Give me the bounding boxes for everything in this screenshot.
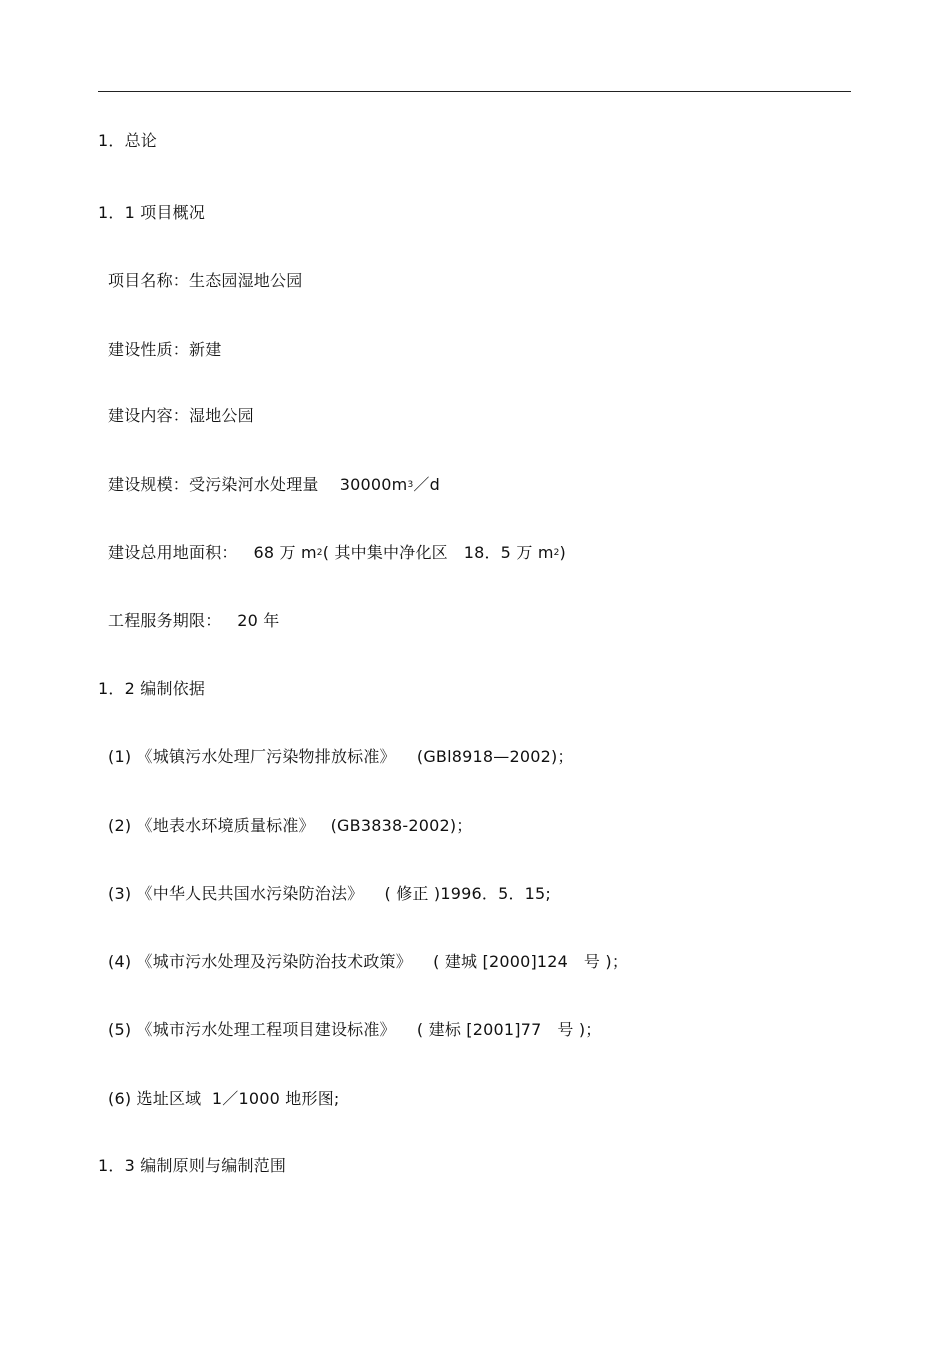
construction-nature-line: 建设性质：新建: [108, 340, 222, 359]
area-subtext: ( 其中集中净化区 18．5 万 m: [322, 543, 554, 562]
scale-text: 建设规模：受污染河水处理量 30000m: [108, 475, 408, 494]
construction-content-line: 建设内容：湿地公园: [108, 406, 254, 425]
reference-item: (6) 选址区域 1／1000 地形图;: [108, 1089, 340, 1108]
land-area-line: [108, 542, 566, 564]
project-name-line: 项目名称：生态园湿地公园: [108, 271, 303, 290]
reference-item: (3) 《中华人民共国水污染防治法》 ( 修正 )1996．5．15;: [108, 884, 551, 903]
reference-item: (5) 《城市污水处理工程项目建设标准》 ( 建标 [2001]77 号 )；: [108, 1020, 602, 1039]
reference-item: (2) 《地表水环境质量标准》 (GB3838-2002)；: [108, 816, 473, 835]
area-close: ): [559, 543, 566, 562]
area-superscript-2: 2: [553, 548, 560, 558]
reference-item: (4) 《城市污水处理及污染防治技术政策》 ( 建城 [2000]124 号 )；: [108, 952, 629, 971]
section-heading-1-3: 1．3 编制原则与编制范围: [98, 1156, 287, 1175]
header-rule: [98, 91, 851, 92]
service-period-line: 工程服务期限： 20 年: [108, 611, 280, 630]
section-heading-1-1: 1．1 项目概况: [98, 203, 206, 222]
scale-superscript: 3: [407, 480, 414, 490]
reference-item: (1) 《城镇污水处理厂污染物排放标准》 (GBl8918—2002)；: [108, 747, 574, 766]
area-superscript-1: 2: [316, 548, 323, 558]
construction-scale-line: [108, 474, 440, 496]
scale-unit: ／d: [413, 475, 440, 494]
section-heading-1-2: 1．2 编制依据: [98, 679, 206, 698]
section-heading-1: 1．总论: [98, 131, 157, 150]
area-text: 建设总用地面积： 68 万 m: [108, 543, 317, 562]
